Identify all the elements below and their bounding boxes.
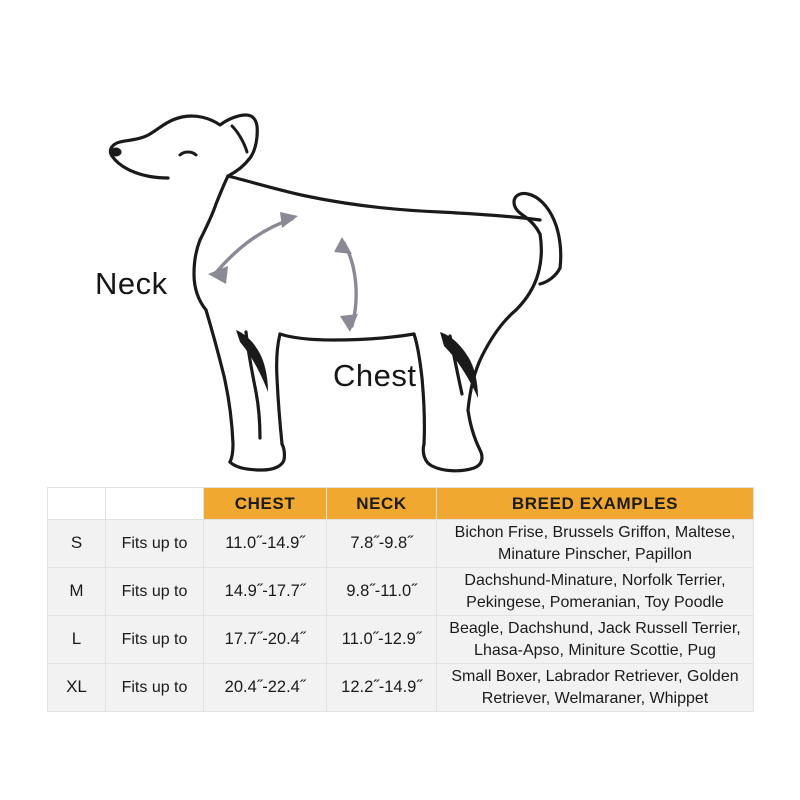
cell-breeds: Small Boxer, Labrador Retriever, Golden Retriever, Welmaraner, Whippet [437, 664, 754, 712]
cell-size: M [48, 568, 106, 616]
cell-breeds: Dachshund-Minature, Norfolk Terrier, Pekingese, Pomeranian, Toy Poodle [437, 568, 754, 616]
cell-size: L [48, 616, 106, 664]
table-row [48, 664, 754, 712]
cell-chest: 20.4˝-22.4˝ [204, 664, 327, 712]
chest-arrowhead-bottom [340, 314, 358, 332]
header-chest: CHEST [204, 488, 327, 520]
nose-icon [111, 148, 122, 157]
cell-chest: 14.9˝-17.7˝ [204, 568, 327, 616]
neck-label: Neck [95, 266, 168, 301]
cell-fits: Fits up to [106, 520, 204, 568]
cell-fits: Fits up to [106, 664, 204, 712]
chest-arrowhead-top [334, 237, 352, 254]
header-neck: NECK [327, 488, 437, 520]
cell-neck: 7.8˝-9.8˝ [327, 520, 437, 568]
chest-arrow-arc [344, 243, 356, 326]
size-chart-table [47, 487, 754, 712]
cell-breeds: Bichon Frise, Brussels Griffon, Maltese, Minature Pinscher, Papillon [437, 520, 754, 568]
header-breed-examples: BREED EXAMPLES [437, 488, 754, 520]
table-row [48, 616, 754, 664]
cell-breeds: Beagle, Dachshund, Jack Russell Terrier, Lhasa-Apso, Miniture Scottie, Pug [437, 616, 754, 664]
cell-chest: 17.7˝-20.4˝ [204, 616, 327, 664]
cell-neck: 11.0˝-12.9˝ [327, 616, 437, 664]
cell-neck: 9.8˝-11.0˝ [327, 568, 437, 616]
table-row [48, 520, 754, 568]
chest-label: Chest [333, 358, 417, 393]
header-size [48, 488, 106, 520]
cell-fits: Fits up to [106, 616, 204, 664]
neck-arrowhead-right [280, 212, 298, 228]
neck-arrow-arc [214, 219, 292, 275]
table-header [48, 488, 754, 520]
table-body [48, 520, 754, 712]
header-fits [106, 488, 204, 520]
cell-size: XL [48, 664, 106, 712]
table-row [48, 568, 754, 616]
cell-neck: 12.2˝-14.9˝ [327, 664, 437, 712]
cell-chest: 11.0˝-14.9˝ [204, 520, 327, 568]
cell-size: S [48, 520, 106, 568]
table-header-row [48, 488, 754, 520]
cell-fits: Fits up to [106, 568, 204, 616]
